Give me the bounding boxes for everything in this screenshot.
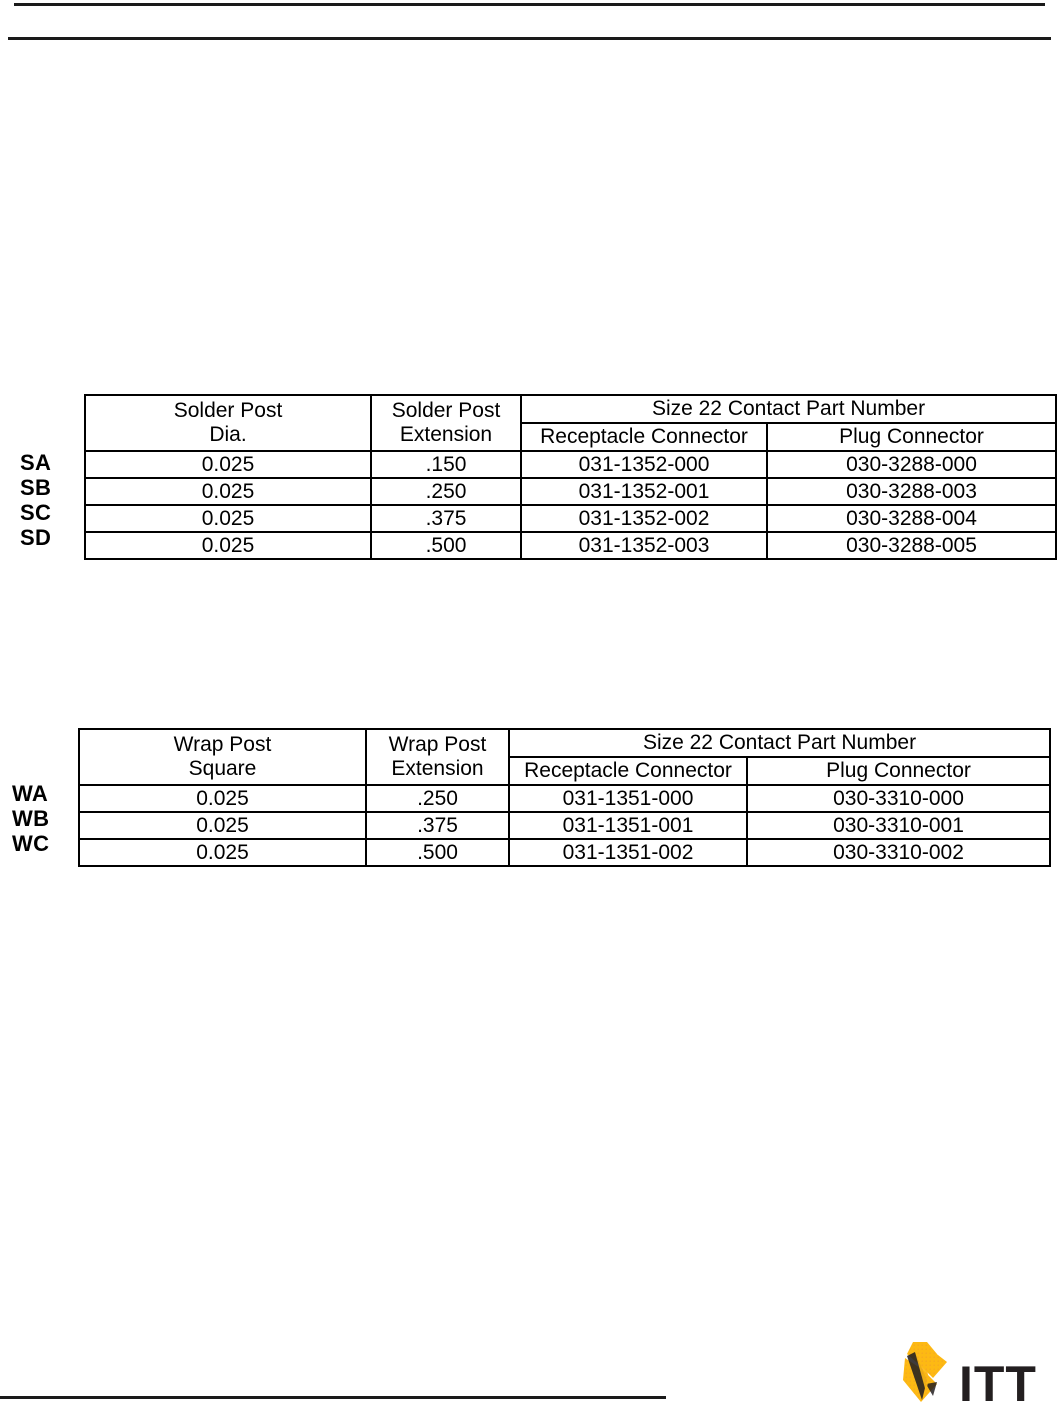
cell-extension: .250 bbox=[366, 785, 509, 812]
cell-receptacle-part-number: 031-1352-001 bbox=[521, 478, 767, 505]
row-label-sb: SB bbox=[20, 475, 52, 500]
table-row bbox=[85, 478, 1056, 505]
row-label-wa: WA bbox=[12, 781, 49, 806]
header-receptacle-connector: Receptacle Connector bbox=[509, 757, 747, 785]
wrap-post-part-number-table bbox=[78, 728, 1051, 867]
cell-square: 0.025 bbox=[79, 839, 366, 866]
header-plug-connector: Plug Connector bbox=[747, 757, 1050, 785]
header-rule-bottom bbox=[8, 37, 1051, 40]
cell-receptacle-part-number: 031-1351-000 bbox=[509, 785, 747, 812]
header-wrap-post-extension: Wrap Post Extension bbox=[366, 729, 509, 785]
solder-post-part-number-table bbox=[84, 394, 1057, 560]
cell-plug-part-number: 030-3310-002 bbox=[747, 839, 1050, 866]
cell-receptacle-part-number: 031-1352-000 bbox=[521, 451, 767, 478]
row-label-group-solder-post bbox=[20, 450, 51, 550]
header-solder-post-dia: Solder Post Dia. bbox=[85, 395, 371, 451]
row-label-sa: SA bbox=[20, 450, 52, 475]
cell-plug-part-number: 030-3310-000 bbox=[747, 785, 1050, 812]
cell-plug-part-number: 030-3288-003 bbox=[767, 478, 1056, 505]
row-label-sc: SC bbox=[20, 500, 52, 525]
itt-logo bbox=[893, 1340, 1043, 1418]
row-label-sd: SD bbox=[20, 525, 52, 550]
row-label-wc: WC bbox=[12, 831, 50, 856]
cell-receptacle-part-number: 031-1352-002 bbox=[521, 505, 767, 532]
cell-dia: 0.025 bbox=[85, 451, 371, 478]
cell-extension: .375 bbox=[366, 812, 509, 839]
footer-rule bbox=[0, 1396, 666, 1399]
cell-extension: .500 bbox=[366, 839, 509, 866]
table-row bbox=[79, 812, 1050, 839]
header-receptacle-connector: Receptacle Connector bbox=[521, 423, 767, 451]
cell-dia: 0.025 bbox=[85, 505, 371, 532]
table-header-row-1 bbox=[79, 729, 1050, 757]
header-solder-post-extension: Solder Post Extension bbox=[371, 395, 521, 451]
table-body-solder bbox=[85, 451, 1056, 559]
header-size-22-contact-part-number: Size 22 Contact Part Number bbox=[521, 395, 1056, 423]
table-row bbox=[85, 532, 1056, 559]
cell-dia: 0.025 bbox=[85, 478, 371, 505]
table-header-row-1 bbox=[85, 395, 1056, 423]
table-header-wrap bbox=[79, 729, 1050, 785]
cell-dia: 0.025 bbox=[85, 532, 371, 559]
cell-square: 0.025 bbox=[79, 812, 366, 839]
header-size-22-contact-part-number: Size 22 Contact Part Number bbox=[509, 729, 1050, 757]
table-body-wrap bbox=[79, 785, 1050, 866]
cell-extension: .150 bbox=[371, 451, 521, 478]
cell-plug-part-number: 030-3288-005 bbox=[767, 532, 1056, 559]
table-row bbox=[85, 451, 1056, 478]
cell-extension: .250 bbox=[371, 478, 521, 505]
cell-plug-part-number: 030-3288-004 bbox=[767, 505, 1056, 532]
cell-receptacle-part-number: 031-1351-002 bbox=[509, 839, 747, 866]
cell-extension: .375 bbox=[371, 505, 521, 532]
cell-extension: .500 bbox=[371, 532, 521, 559]
header-rule-top bbox=[14, 3, 1045, 6]
table-header-solder bbox=[85, 395, 1056, 451]
row-label-group-wrap-post bbox=[12, 781, 49, 856]
cell-plug-part-number: 030-3310-001 bbox=[747, 812, 1050, 839]
cell-receptacle-part-number: 031-1351-001 bbox=[509, 812, 747, 839]
cell-plug-part-number: 030-3288-000 bbox=[767, 451, 1056, 478]
row-label-wb: WB bbox=[12, 806, 50, 831]
itt-wordmark: ITT bbox=[959, 1356, 1037, 1412]
header-wrap-post-square: Wrap Post Square bbox=[79, 729, 366, 785]
header-plug-connector: Plug Connector bbox=[767, 423, 1056, 451]
cell-receptacle-part-number: 031-1352-003 bbox=[521, 532, 767, 559]
table-row bbox=[79, 839, 1050, 866]
table-row bbox=[79, 785, 1050, 812]
itt-diamond-mark-icon bbox=[893, 1340, 955, 1408]
table-row bbox=[85, 505, 1056, 532]
cell-square: 0.025 bbox=[79, 785, 366, 812]
